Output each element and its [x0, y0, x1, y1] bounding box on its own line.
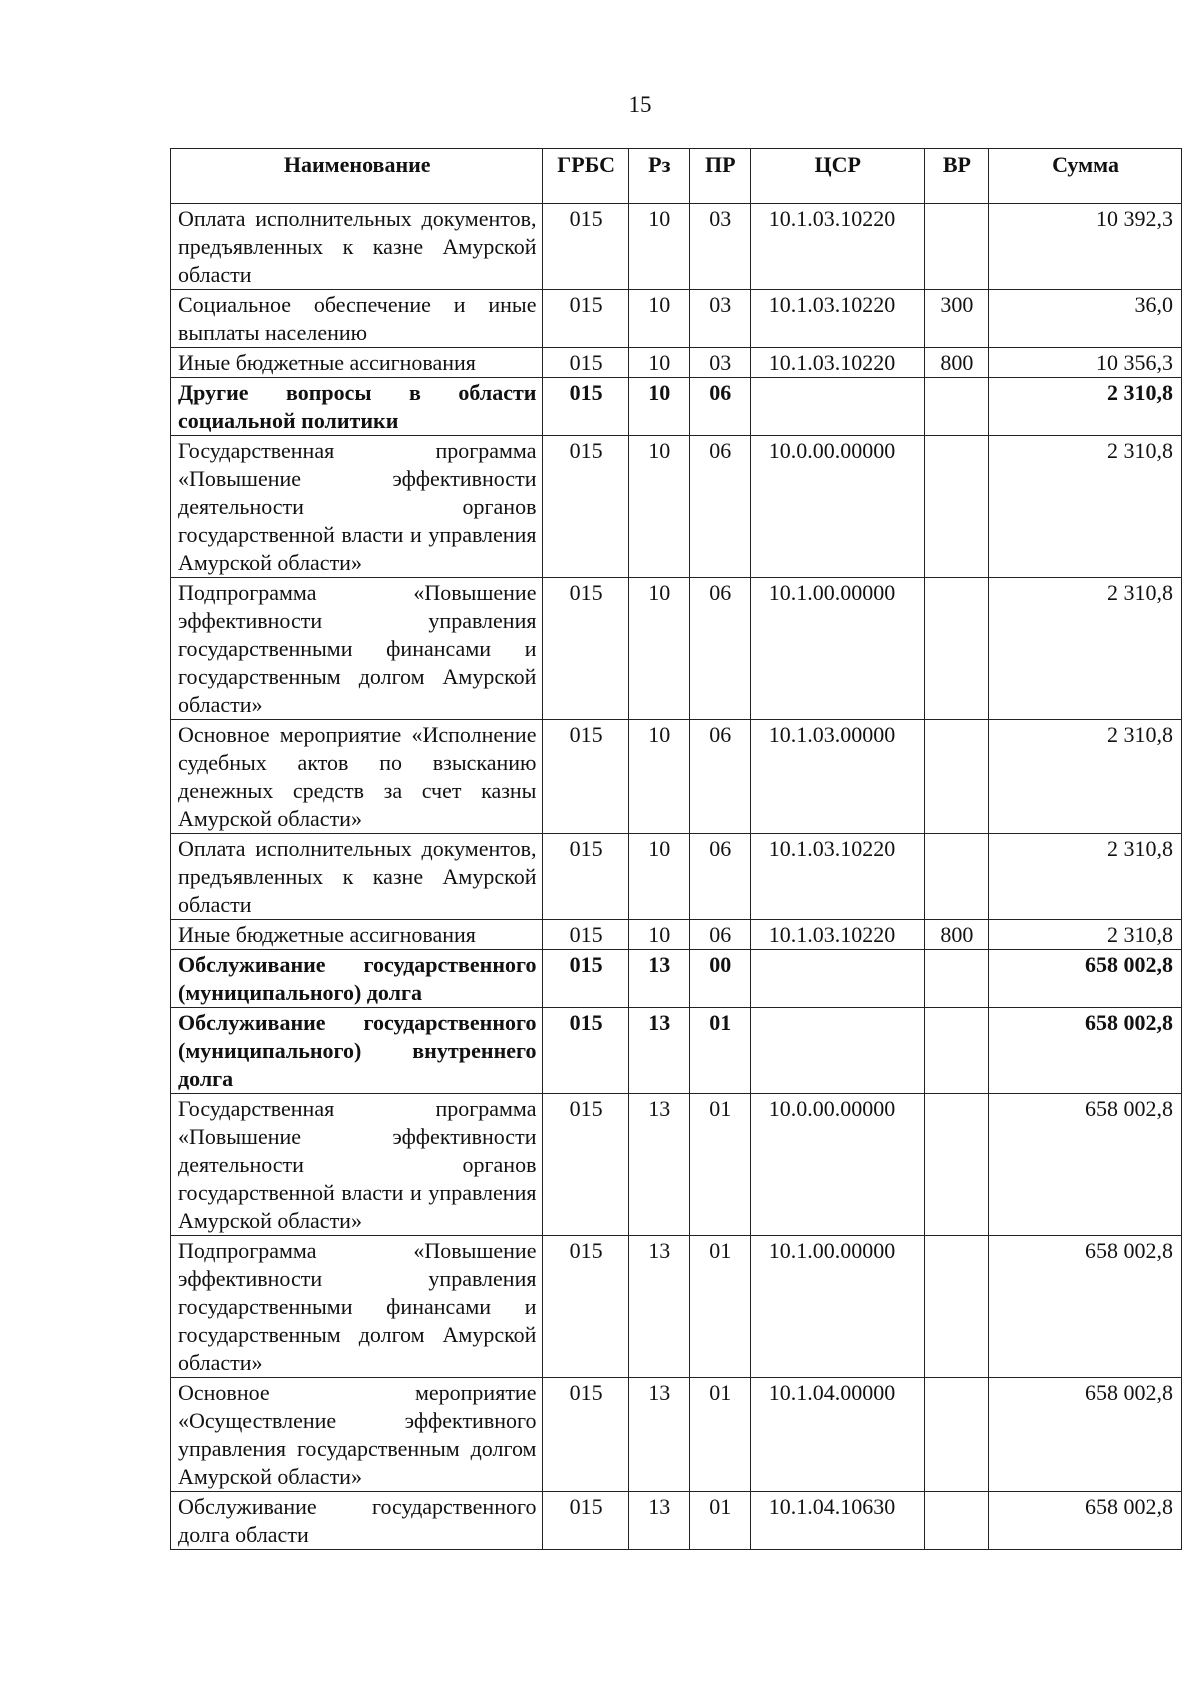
cell-name: Иные бюджетные ассигнования: [171, 920, 543, 950]
cell-csr: 10.1.04.00000: [750, 1378, 924, 1492]
cell-csr: [750, 378, 924, 436]
cell-sum: 658 002,8: [989, 1492, 1182, 1550]
cell-pr: 03: [689, 348, 750, 378]
cell-name: Подпрограмма «Повышение эффективности управления государственными финансами и государственным долгом Амурской области»: [171, 578, 543, 720]
cell-rz: 10: [628, 204, 689, 290]
cell-pr: 01: [689, 1492, 750, 1550]
cell-grbs: 015: [543, 720, 628, 834]
cell-grbs: 015: [543, 920, 628, 950]
cell-rz: 10: [628, 436, 689, 578]
cell-name: Другие вопросы в области социальной политики: [171, 378, 543, 436]
cell-sum: 2 310,8: [989, 378, 1182, 436]
cell-pr: 01: [689, 1236, 750, 1378]
cell-grbs: 015: [543, 578, 628, 720]
cell-csr: 10.1.03.10220: [750, 920, 924, 950]
table-row: [171, 378, 1182, 436]
table-row: [171, 578, 1182, 720]
cell-rz: 10: [628, 378, 689, 436]
table-row: [171, 720, 1182, 834]
cell-grbs: 015: [543, 1492, 628, 1550]
cell-sum: 2 310,8: [989, 834, 1182, 920]
header-name: Наименование: [171, 149, 543, 204]
cell-rz: 10: [628, 720, 689, 834]
cell-sum: 658 002,8: [989, 1008, 1182, 1094]
cell-csr: 10.1.03.10220: [750, 204, 924, 290]
table-row: [171, 1378, 1182, 1492]
cell-grbs: 015: [543, 436, 628, 578]
cell-grbs: 015: [543, 1008, 628, 1094]
cell-rz: 10: [628, 290, 689, 348]
cell-pr: 01: [689, 1378, 750, 1492]
cell-pr: 01: [689, 1094, 750, 1236]
cell-grbs: 015: [543, 950, 628, 1008]
cell-vr: 300: [924, 290, 988, 348]
header-csr: ЦСР: [750, 149, 924, 204]
header-vr: ВР: [924, 149, 988, 204]
cell-pr: 06: [689, 720, 750, 834]
cell-vr: [924, 204, 988, 290]
cell-csr: 10.1.03.10220: [750, 834, 924, 920]
table-row: [171, 348, 1182, 378]
cell-rz: 13: [628, 1492, 689, 1550]
cell-rz: 10: [628, 920, 689, 950]
cell-rz: 10: [628, 834, 689, 920]
cell-sum: 2 310,8: [989, 720, 1182, 834]
cell-sum: 658 002,8: [989, 950, 1182, 1008]
cell-grbs: 015: [543, 834, 628, 920]
cell-vr: 800: [924, 920, 988, 950]
cell-vr: [924, 720, 988, 834]
cell-grbs: 015: [543, 290, 628, 348]
cell-pr: 06: [689, 378, 750, 436]
cell-pr: 06: [689, 920, 750, 950]
cell-rz: 13: [628, 1378, 689, 1492]
cell-vr: [924, 578, 988, 720]
cell-name: Обслуживание государственного (муниципального) долга: [171, 950, 543, 1008]
cell-csr: 10.1.00.00000: [750, 1236, 924, 1378]
cell-sum: 658 002,8: [989, 1094, 1182, 1236]
cell-pr: 06: [689, 834, 750, 920]
cell-vr: 800: [924, 348, 988, 378]
cell-sum: 36,0: [989, 290, 1182, 348]
cell-grbs: 015: [543, 1236, 628, 1378]
cell-vr: [924, 1008, 988, 1094]
cell-csr: 10.0.00.00000: [750, 436, 924, 578]
cell-rz: 13: [628, 1236, 689, 1378]
cell-rz: 13: [628, 1008, 689, 1094]
header-pr: ПР: [689, 149, 750, 204]
cell-pr: 01: [689, 1008, 750, 1094]
table-row: [171, 1492, 1182, 1550]
cell-csr: [750, 1008, 924, 1094]
cell-sum: 2 310,8: [989, 436, 1182, 578]
cell-pr: 03: [689, 204, 750, 290]
header-rz: Рз: [628, 149, 689, 204]
cell-sum: 2 310,8: [989, 578, 1182, 720]
cell-vr: [924, 436, 988, 578]
cell-csr: 10.1.03.10220: [750, 290, 924, 348]
table-row: [171, 1236, 1182, 1378]
cell-grbs: 015: [543, 1094, 628, 1236]
cell-name: Обслуживание государственного (муниципального) внутреннего долга: [171, 1008, 543, 1094]
cell-pr: 03: [689, 290, 750, 348]
table-row: [171, 290, 1182, 348]
cell-grbs: 015: [543, 1378, 628, 1492]
cell-rz: 13: [628, 1094, 689, 1236]
cell-vr: [924, 834, 988, 920]
cell-name: Оплата исполнительных документов, предъявленных к казне Амурской области: [171, 834, 543, 920]
cell-name: Государственная программа «Повышение эффективности деятельности органов государственной власти и управления Амурской области»: [171, 436, 543, 578]
cell-name: Основное мероприятие «Исполнение судебных актов по взысканию денежных средств за счет казны Амурской области»: [171, 720, 543, 834]
table-row: [171, 204, 1182, 290]
cell-sum: 658 002,8: [989, 1236, 1182, 1378]
cell-sum: 658 002,8: [989, 1378, 1182, 1492]
cell-csr: 10.1.00.00000: [750, 578, 924, 720]
cell-name: Социальное обеспечение и иные выплаты населению: [171, 290, 543, 348]
cell-rz: 10: [628, 578, 689, 720]
cell-vr: [924, 1094, 988, 1236]
cell-name: Иные бюджетные ассигнования: [171, 348, 543, 378]
header-grbs: ГРБС: [543, 149, 628, 204]
cell-sum: 10 356,3: [989, 348, 1182, 378]
cell-grbs: 015: [543, 348, 628, 378]
cell-name: Оплата исполнительных документов, предъявленных к казне Амурской области: [171, 204, 543, 290]
header-sum: Сумма: [989, 149, 1182, 204]
cell-name: Обслуживание государственного долга области: [171, 1492, 543, 1550]
cell-sum: 10 392,3: [989, 204, 1182, 290]
table-row: [171, 1094, 1182, 1236]
table-row: [171, 436, 1182, 578]
cell-vr: [924, 950, 988, 1008]
cell-rz: 10: [628, 348, 689, 378]
cell-vr: [924, 1236, 988, 1378]
cell-name: Подпрограмма «Повышение эффективности управления государственными финансами и государственным долгом Амурской области»: [171, 1236, 543, 1378]
cell-csr: 10.1.04.10630: [750, 1492, 924, 1550]
cell-sum: 2 310,8: [989, 920, 1182, 950]
cell-vr: [924, 1378, 988, 1492]
table-row: [171, 1008, 1182, 1094]
cell-csr: 10.1.03.00000: [750, 720, 924, 834]
cell-grbs: 015: [543, 204, 628, 290]
table-row: [171, 950, 1182, 1008]
cell-vr: [924, 1492, 988, 1550]
cell-name: Государственная программа «Повышение эффективности деятельности органов государственной власти и управления Амурской области»: [171, 1094, 543, 1236]
cell-csr: [750, 950, 924, 1008]
cell-name: Основное мероприятие «Осуществление эффективного управления государственным долгом Амурской области»: [171, 1378, 543, 1492]
cell-grbs: 015: [543, 378, 628, 436]
cell-pr: 06: [689, 578, 750, 720]
cell-pr: 06: [689, 436, 750, 578]
cell-csr: 10.1.03.10220: [750, 348, 924, 378]
cell-rz: 13: [628, 950, 689, 1008]
cell-csr: 10.0.00.00000: [750, 1094, 924, 1236]
table-body: [171, 204, 1182, 1550]
table-row: [171, 834, 1182, 920]
budget-table: [170, 148, 1182, 1550]
page-number: 15: [628, 92, 652, 117]
cell-vr: [924, 378, 988, 436]
table-row: [171, 920, 1182, 950]
table-header-row: [171, 149, 1182, 204]
cell-pr: 00: [689, 950, 750, 1008]
